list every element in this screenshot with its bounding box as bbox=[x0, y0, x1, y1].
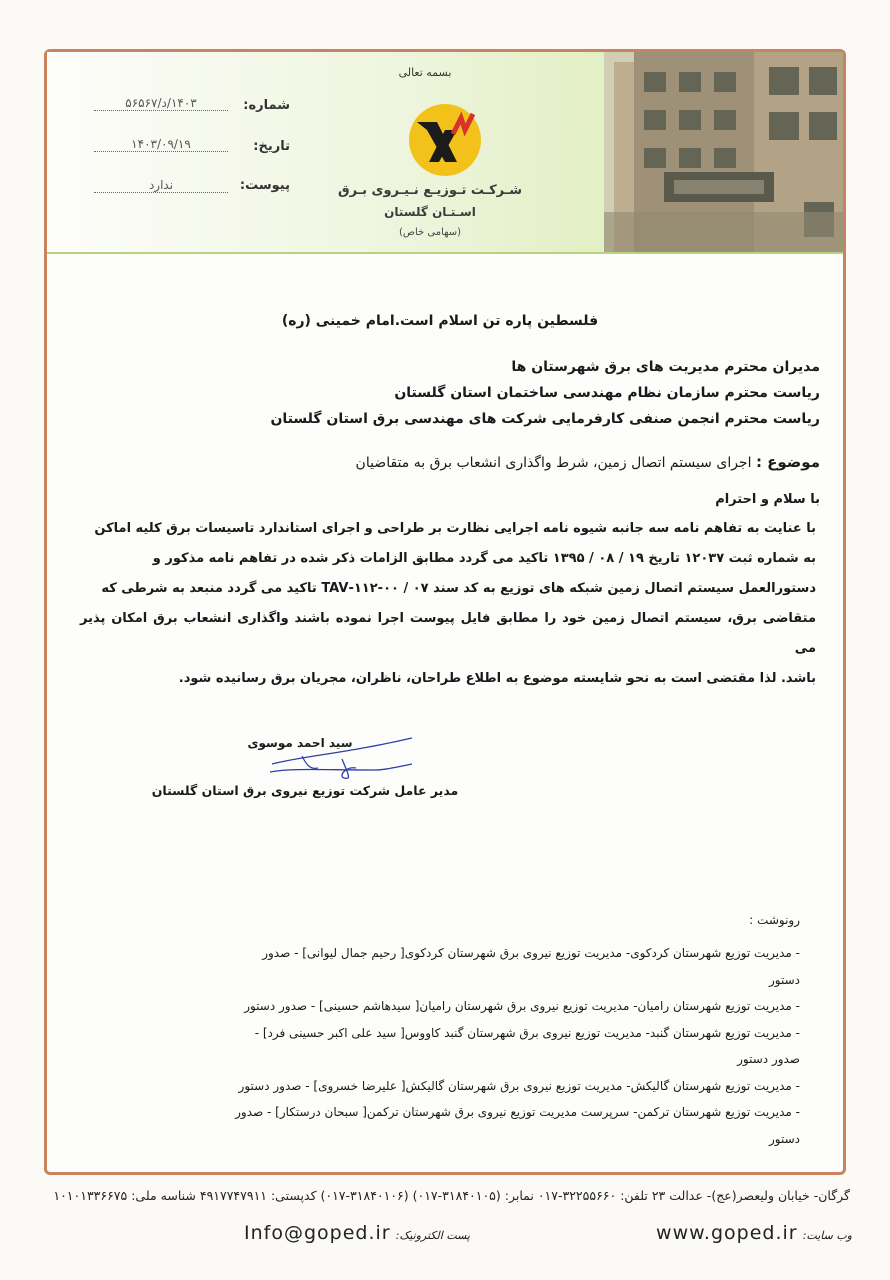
company-name: شـرکـت تـوزیـع نـیـروی بـرق bbox=[337, 183, 522, 198]
subject-line bbox=[100, 453, 820, 471]
attachment-label: پیوست: bbox=[239, 178, 290, 193]
website-link[interactable]: www.goped.ir bbox=[656, 1222, 798, 1244]
cc-line: - مدیریت توزیع شهرستان کردکوی- مدیریت توزیع نیروی برق شهرستان کردکوی[ رحیم جمال لیوانی] - صدور bbox=[262, 946, 800, 960]
signer-title: مدیر عامل شرکت توزیع نیروی برق استان گلستان bbox=[151, 783, 459, 798]
invocation: بسمه تعالی bbox=[398, 66, 452, 79]
website-label: وب سایت: bbox=[802, 1229, 852, 1242]
company-type: (سهامی خاص) bbox=[398, 227, 462, 238]
addressee-1: مدیران محترم مدیریت های برق شهرستان ها bbox=[511, 359, 820, 375]
footer-email-group bbox=[160, 1222, 470, 1244]
header-divider bbox=[47, 252, 843, 254]
subject-text: اجرای سیستم اتصال زمین، شرط واگذاری انشعاب برق به متقاضیان bbox=[355, 455, 752, 471]
signer-name: سید احمد موسوی bbox=[247, 736, 353, 750]
email-label: پست الکترونیک: bbox=[395, 1229, 470, 1242]
cc-list bbox=[110, 940, 800, 1152]
date-label: تاریخ: bbox=[253, 139, 290, 154]
number-label: شماره: bbox=[243, 98, 290, 113]
body-line: با عنایت به تفاهم نامه سه جانبه شیوه نامه اجرایی نظارت بر طراحی و اجرای استاندارد تاسیسات برق کلیه اماکن bbox=[94, 521, 816, 536]
addressee-list bbox=[100, 354, 820, 432]
slogan: فلسطین پاره تن اسلام است.امام خمینی (ره) bbox=[281, 313, 599, 329]
footer-website-group bbox=[480, 1222, 852, 1244]
company-logo-icon bbox=[405, 100, 485, 182]
body-line: باشد. لذا مقتضی است به نحو شایسته موضوع به اطلاع طراحان، ناظران، مجریان برق رسانیده شود. bbox=[178, 671, 816, 686]
greeting: با سلام و احترام bbox=[715, 492, 820, 507]
cc-line: - مدیریت توزیع شهرستان گنبد- مدیریت توزیع نیروی برق شهرستان گنبد کاووس[ سید علی اکبر حسینی فرد] - bbox=[254, 1025, 800, 1040]
email-link[interactable]: Info@goped.ir bbox=[244, 1222, 391, 1244]
addressee-2: ریاست محترم سازمان نظام مهندسی ساختمان استان گلستان bbox=[394, 385, 820, 401]
cc-line: - مدیریت توزیع شهرستان ترکمن- سرپرست مدیریت توزیع نیروی برق شهرستان ترکمن[ سبحان درستکار] - صدور bbox=[235, 1105, 800, 1119]
attachment-value: ندارد bbox=[94, 178, 228, 193]
cc-line: دستور bbox=[768, 972, 800, 987]
building-photo bbox=[604, 52, 843, 252]
body-line: دستورالعمل سیستم اتصال زمین شبکه های توزیع به کد سند ۰۷ / ۰۰-۱۱۲-TAV تاکید می گردد منبعد به شرطی که bbox=[101, 581, 816, 596]
subject-label: موضوع : bbox=[755, 453, 820, 471]
cc-line: - مدیریت توزیع شهرستان گالیکش- مدیریت توزیع نیروی برق شهرستان گالیکش[ علیرضا خسروی] - صدور دستور bbox=[238, 1078, 800, 1093]
company-province: اسـتـان گلستان bbox=[384, 205, 476, 219]
cc-title: رونوشت : bbox=[749, 913, 800, 927]
date-value: ۱۴۰۳/۰۹/۱۹ bbox=[94, 137, 228, 152]
body-line: به شماره ثبت ۱۲۰۳۷ تاریخ ۱۹ / ۰۸ / ۱۳۹۵ تاکید می گردد مطابق الزامات ذکر شده در تفاهم نامه مذکور و bbox=[152, 551, 816, 566]
cc-line: دستور bbox=[768, 1131, 800, 1146]
number-value: ۱۴۰۳/د/۵۶۵۶۷ bbox=[94, 96, 228, 111]
body-line: متقاضی برق، سیستم اتصال زمین خود را مطابق فایل پیوست اجرا نموده باشند واگذاری انشعاب برق امکان پذیر می bbox=[80, 611, 816, 656]
addressee-3: ریاست محترم انجمن صنفی کارفرمایی شرکت های مهندسی برق استان گلستان bbox=[270, 411, 820, 427]
signature-icon bbox=[262, 734, 422, 788]
cc-line: - مدیریت توزیع شهرستان رامیان- مدیریت توزیع نیروی برق شهرستان رامیان[ سیدهاشم حسینی] - صدور دستور bbox=[244, 999, 800, 1013]
cc-line: صدور دستور bbox=[737, 1052, 800, 1066]
letter-body bbox=[80, 514, 816, 694]
footer-address: گرگان- خیابان ولیعصر(عج)- عدالت ۲۳ تلفن: ۳۲۲۵۵۶۶۰-۰۱۷ نمابر: (۳۱۸۴۰۱۰۵-۰۱۷) (۳۱۸۴۰۱۰۶-۰۱۷) کدپستی: ۴۹۱۷۷۴۷۹۱۱ شناسه ملی: ۱۰۱۰۱۳۳۶۶۷۵ bbox=[53, 1188, 850, 1203]
